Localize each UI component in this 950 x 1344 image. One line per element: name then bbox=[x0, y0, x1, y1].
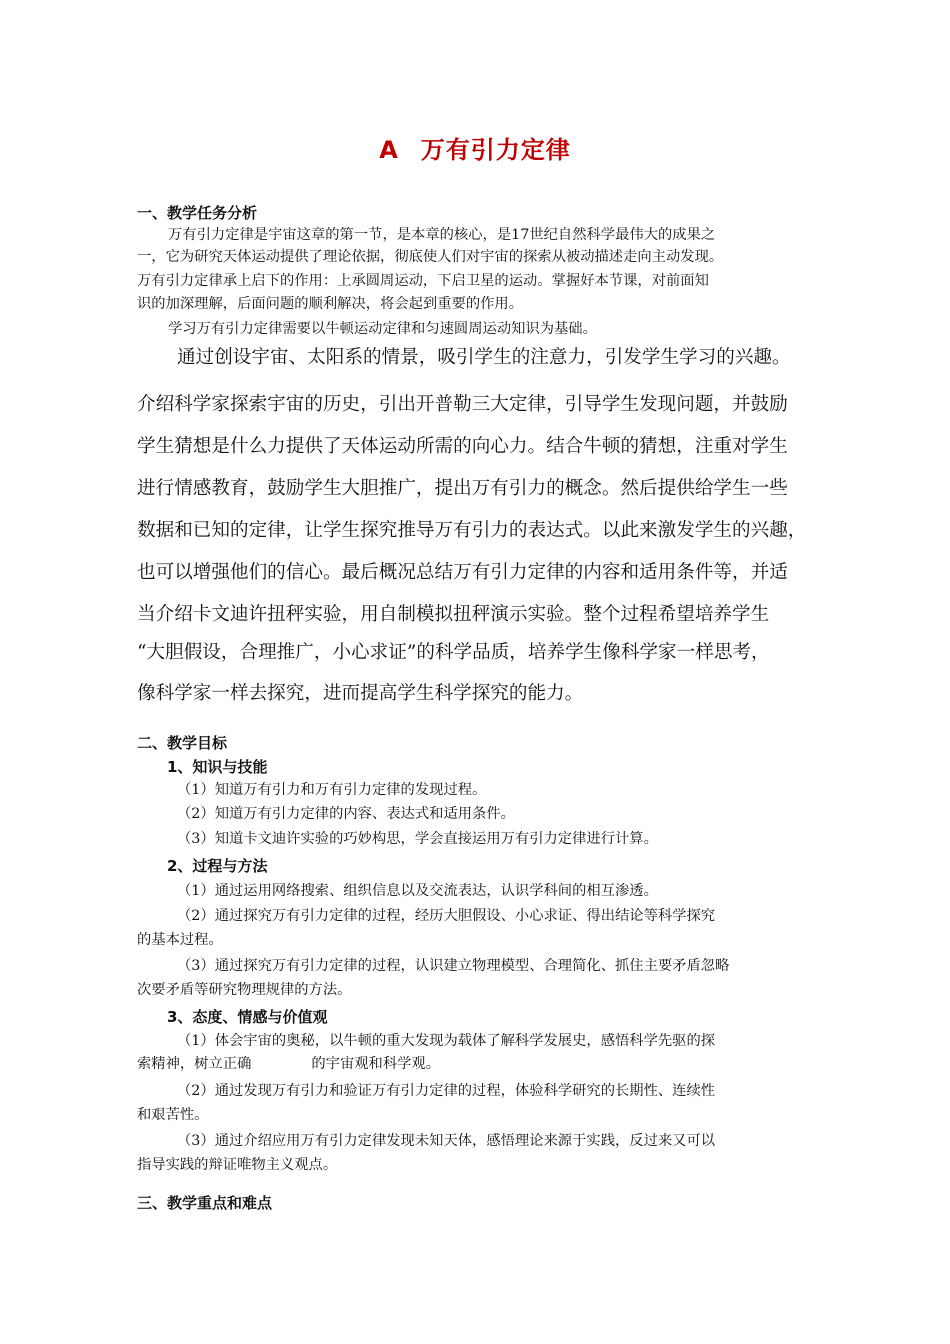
paragraph-line: 万有引力定律是宇宙这章的第一节，是本章的核心，是17世纪自然科学最伟大的成果之 bbox=[168, 227, 716, 243]
list-item-continuation: 指导实践的辩证唯物主义观点。 bbox=[137, 1157, 338, 1173]
subsection-heading-process: 2、过程与方法 bbox=[167, 857, 268, 875]
paragraph-line: 当介绍卡文迪许扭秤实验，用自制模拟扭秤演示实验。整个过程希望培养学生 bbox=[137, 604, 770, 625]
paragraph-line: 通过创设宇宙、太阳系的情景，吸引学生的注意力，引发学生学习的兴趣。 bbox=[177, 347, 791, 368]
title-letter: A bbox=[379, 136, 399, 164]
title-text: 万有引力定律 bbox=[420, 136, 571, 164]
section-heading-task-analysis: 一、教学任务分析 bbox=[137, 204, 258, 222]
paragraph-line: 像科学家一样去探究，进而提高学生科学探究的能力。 bbox=[137, 683, 584, 704]
list-item: （2）通过探究万有引力定律的过程，经历大胆假设、小心求证、得出结论等科学探究 bbox=[177, 908, 716, 924]
paragraph-line: 介绍科学家探索宇宙的历史，引出开普勒三大定律，引导学生发现问题，并鼓励 bbox=[137, 394, 788, 415]
text-segment: 的宇宙观和科学观。 bbox=[311, 1056, 441, 1072]
list-item: （3）通过介绍应用万有引力定律发现未知天体，感悟理论来源于实践，反过来又可以 bbox=[177, 1133, 716, 1149]
list-item: （1）通过运用网络搜索、组织信息以及交流表达，认识学科间的相互渗透。 bbox=[177, 883, 658, 899]
text-segment: 索精神，树立正确 bbox=[137, 1056, 252, 1072]
paragraph-line: 数据和已知的定律，让学生探究推导万有引力的表达式。以此来激发学生的兴趣， bbox=[137, 520, 807, 541]
subsection-heading-knowledge: 1、知识与技能 bbox=[167, 758, 268, 776]
list-item-continuation bbox=[137, 1053, 440, 1075]
section-heading-key-points: 三、教学重点和难点 bbox=[137, 1194, 273, 1212]
list-item-continuation: 次要矛盾等研究物理规律的方法。 bbox=[137, 982, 352, 998]
list-item: （3）知道卡文迪许实验的巧妙构思，学会直接运用万有引力定律进行计算。 bbox=[177, 831, 658, 847]
paragraph-line: 识的加深理解，后面问题的顺利解决，将会起到重要的作用。 bbox=[137, 296, 524, 312]
paragraph-line: 进行情感教育，鼓励学生大胆推广，提出万有引力的概念。然后提供给学生一些 bbox=[137, 478, 788, 499]
paragraph-line: 学生猜想是什么力提供了天体运动所需的向心力。结合牛顿的猜想，注重对学生 bbox=[137, 436, 788, 457]
list-item: （1）知道万有引力和万有引力定律的发现过程。 bbox=[177, 782, 487, 798]
paragraph-line: 万有引力定律承上启下的作用：上承圆周运动，下启卫星的运动。掌握好本节课，对前面知 bbox=[137, 273, 709, 289]
list-item: （2）通过发现万有引力和验证万有引力定律的过程，体验科学研究的长期性、连续性 bbox=[177, 1083, 716, 1099]
list-item: （2）知道万有引力定律的内容、表达式和适用条件。 bbox=[177, 806, 515, 822]
paragraph-line: 也可以增强他们的信心。最后概况总结万有引力定律的内容和适用条件等，并适 bbox=[137, 562, 788, 583]
list-item: （1）体会宇宙的奥秘，以牛顿的重大发现为载体了解科学发展史，感悟科学先驱的探 bbox=[177, 1033, 716, 1049]
subsection-heading-attitude: 3、态度、情感与价值观 bbox=[167, 1008, 328, 1026]
list-item: （3）通过探究万有引力定律的过程，认识建立物理模型、合理简化、抓住主要矛盾忽略 bbox=[177, 958, 730, 974]
page-title bbox=[0, 130, 950, 165]
paragraph-line: 学习万有引力定律需要以牛顿运动定律和匀速圆周运动知识为基础。 bbox=[168, 321, 597, 337]
paragraph-line: “大胆假设，合理推广，小心求证”的科学品质，培养学生像科学家一样思考， bbox=[137, 642, 770, 663]
list-item-continuation: 的基本过程。 bbox=[137, 932, 223, 948]
list-item-continuation: 和艰苦性。 bbox=[137, 1107, 209, 1123]
paragraph-line: 一，它为研究天体运动提供了理论依据，彻底使人们对宇宙的探索从被动描述走向主动发现。 bbox=[137, 249, 724, 265]
section-heading-objectives: 二、教学目标 bbox=[137, 734, 228, 752]
